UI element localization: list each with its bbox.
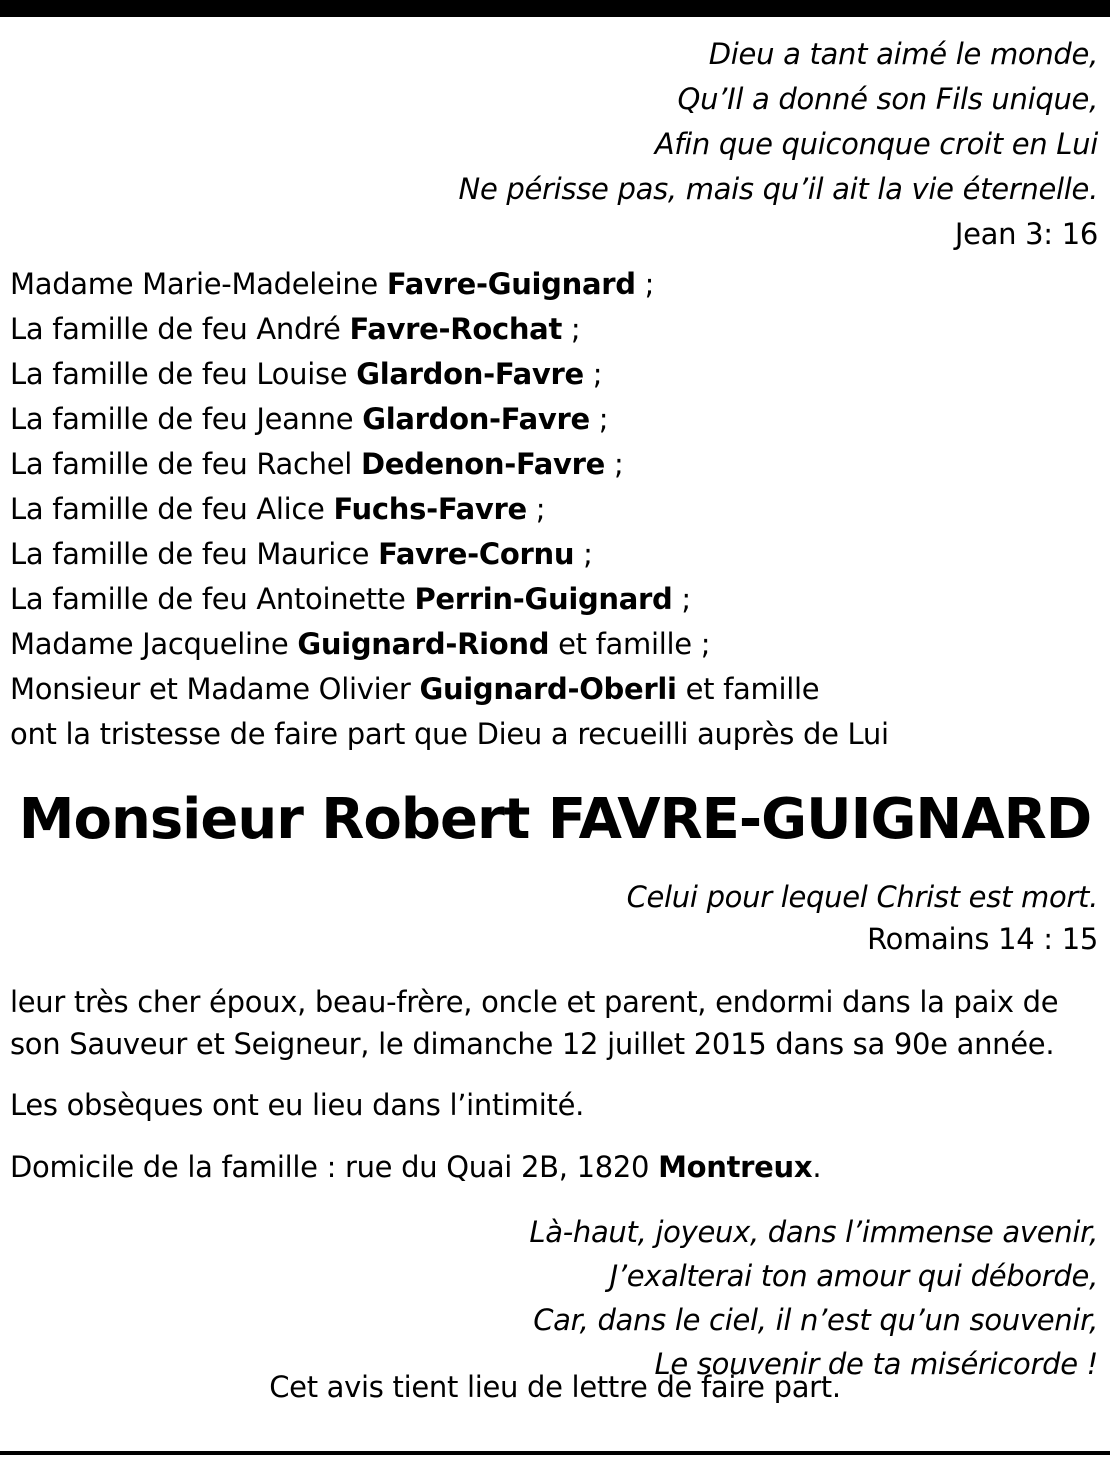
family-row <box>10 577 889 622</box>
family-name: Guignard-Riond <box>297 627 550 661</box>
domicile-city: Montreux <box>658 1150 813 1184</box>
family-name: Favre-Guignard <box>386 267 636 301</box>
verse-top-line: Dieu a tant aimé le monde, <box>708 37 1098 71</box>
closing-notice: Cet avis tient lieu de lettre de faire part. <box>269 1370 841 1404</box>
family-prefix: Madame Jacqueline <box>10 627 298 661</box>
verse-top-line: Ne périsse pas, mais qu’il ait la vie éternelle. <box>458 172 1098 206</box>
description-paragraph <box>10 981 1058 1065</box>
family-prefix: Madame Marie-Madeleine <box>10 267 387 301</box>
family-row <box>10 307 889 352</box>
verse-bottom-line: Le souvenir de ta miséricorde ! <box>654 1347 1098 1381</box>
family-suffix: ; <box>583 357 603 391</box>
family-name: Fuchs-Favre <box>333 492 527 526</box>
family-row <box>10 262 889 307</box>
family-row <box>10 622 889 667</box>
family-name: Glardon-Favre <box>362 402 590 436</box>
family-prefix: La famille de feu André <box>10 312 350 346</box>
funeral-notice: Les obsèques ont eu lieu dans l’intimité. <box>10 1088 585 1122</box>
description-line: leur très cher époux, beau-frère, oncle et parent, endormi dans la paix de <box>10 985 1059 1019</box>
verse-bottom <box>529 1210 1098 1386</box>
verse-middle <box>627 876 1098 960</box>
family-name: Glardon-Favre <box>356 357 584 391</box>
family-name: Favre-Rochat <box>349 312 563 346</box>
verse-middle-reference: Romains 14 : 15 <box>867 922 1098 956</box>
family-name: Guignard-Oberli <box>419 672 677 706</box>
family-suffix: ; <box>635 267 655 301</box>
family-row <box>10 532 889 577</box>
family-name: Dedenon-Favre <box>360 447 606 481</box>
family-suffix: et famille <box>676 672 820 706</box>
family-prefix: Monsieur et Madame Olivier <box>10 672 420 706</box>
family-prefix: La famille de feu Rachel <box>10 447 361 481</box>
announcement-text: ont la tristesse de faire part que Dieu a recueilli auprès de Lui <box>10 717 889 751</box>
family-row <box>10 397 889 442</box>
domicile-suffix: . <box>812 1150 822 1184</box>
top-rule <box>0 0 1110 17</box>
verse-middle-line: Celui pour lequel Christ est mort. <box>626 880 1098 914</box>
family-name: Favre-Cornu <box>378 537 575 571</box>
family-suffix: ; <box>526 492 546 526</box>
bottom-rule <box>0 1451 1110 1455</box>
verse-top-line: Qu’Il a donné son Fils unique, <box>677 82 1098 116</box>
family-prefix: La famille de feu Louise <box>10 357 357 391</box>
family-prefix: La famille de feu Maurice <box>10 537 379 571</box>
verse-top-reference: Jean 3: 16 <box>954 217 1098 251</box>
family-list <box>10 262 889 757</box>
family-prefix: La famille de feu Jeanne <box>10 402 363 436</box>
family-row <box>10 352 889 397</box>
family-suffix: ; <box>574 537 593 571</box>
family-row <box>10 667 889 712</box>
family-prefix: La famille de feu Antoinette <box>10 582 415 616</box>
family-row <box>10 487 889 532</box>
family-prefix: La famille de feu Alice <box>10 492 334 526</box>
verse-bottom-line: Car, dans le ciel, il n’est qu’un souvenir, <box>533 1303 1098 1337</box>
deceased-name: Monsieur Robert FAVRE-GUIGNARD <box>18 787 1092 852</box>
family-row <box>10 442 889 487</box>
verse-top <box>459 32 1098 257</box>
domicile-prefix: Domicile de la famille : rue du Quai 2B, 1820 <box>10 1150 659 1184</box>
family-suffix: ; <box>589 402 609 436</box>
family-suffix: et famille ; <box>549 627 711 661</box>
domicile-notice <box>10 1146 821 1188</box>
family-suffix: ; <box>562 312 581 346</box>
verse-bottom-line: J’exalterai ton amour qui déborde, <box>609 1259 1098 1293</box>
verse-bottom-line: Là-haut, joyeux, dans l’immense avenir, <box>529 1215 1098 1249</box>
family-suffix: ; <box>672 582 691 616</box>
family-name: Perrin-Guignard <box>414 582 673 616</box>
verse-top-line: Afin que quiconque croit en Lui <box>654 127 1098 161</box>
family-suffix: ; <box>605 447 624 481</box>
description-line: son Sauveur et Seigneur, le dimanche 12 juillet 2015 dans sa 90e année. <box>10 1027 1055 1061</box>
